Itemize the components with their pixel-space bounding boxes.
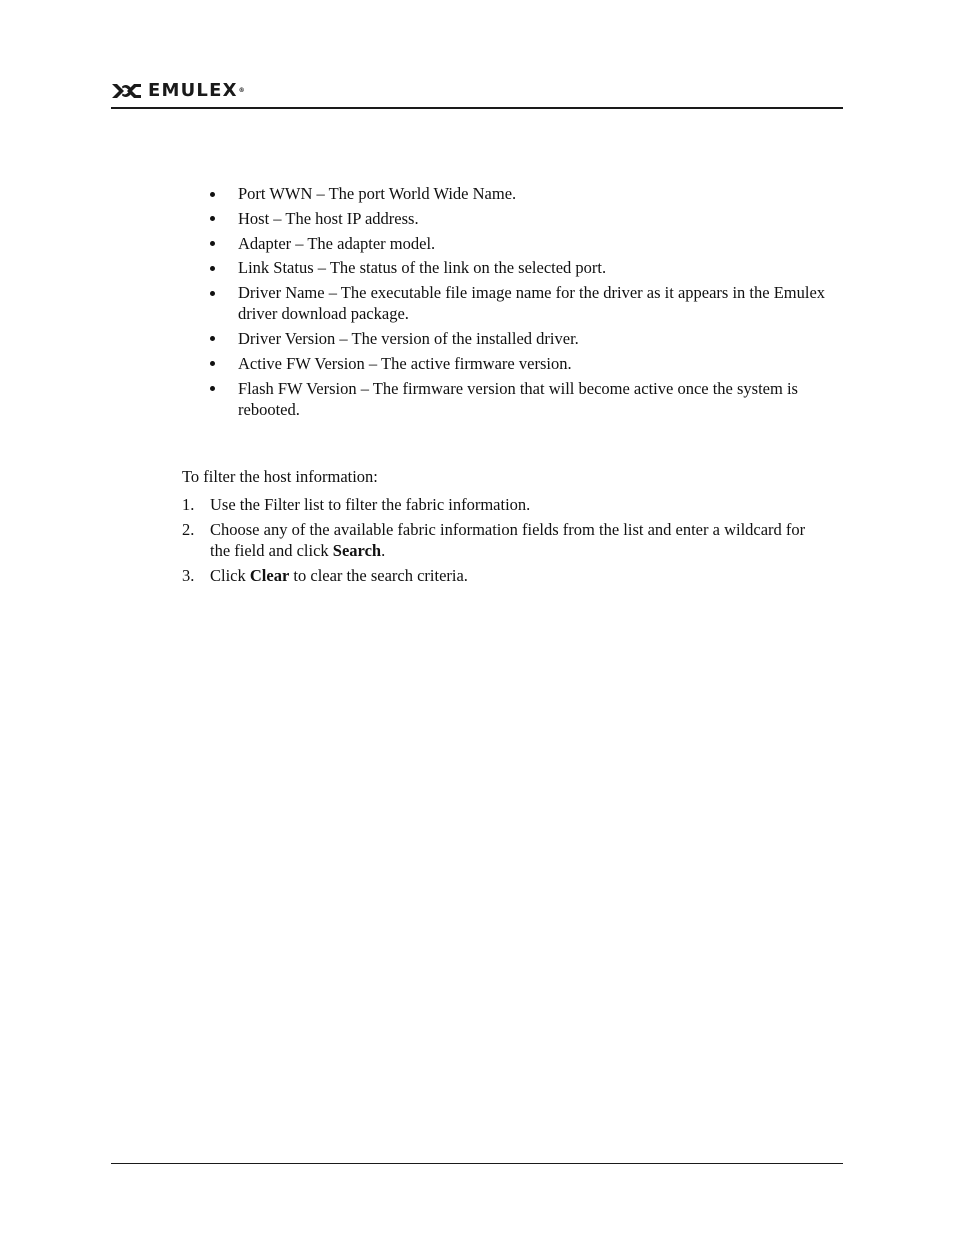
list-item-text: Host – The host IP address. xyxy=(238,208,419,228)
emulex-logo-mark-icon xyxy=(111,83,142,99)
list-item xyxy=(210,208,842,229)
step-number: 2. xyxy=(182,519,195,539)
list-item-text: Driver Version – The version of the installed driver. xyxy=(238,328,579,348)
clear-keyword: Clear xyxy=(249,565,290,585)
step-text: Choose any of the available fabric information fields from the list and enter a wildcard for the field and click xyxy=(210,519,806,560)
step-text: Click xyxy=(210,565,250,585)
step-item xyxy=(182,565,822,586)
list-item xyxy=(210,353,842,374)
list-item-text: Adapter – The adapter model. xyxy=(238,233,436,253)
step-text-end: . xyxy=(381,540,386,560)
bullet-icon xyxy=(210,361,215,366)
list-item xyxy=(210,257,842,278)
search-keyword: Search xyxy=(332,540,382,560)
list-item xyxy=(210,233,842,254)
step-number: 1. xyxy=(182,495,195,514)
list-item-text: Flash FW Version – The firmware version that will become active once the system is rebooted. xyxy=(238,378,798,419)
bullet-icon xyxy=(210,216,215,221)
list-item xyxy=(210,282,842,324)
field-description-list xyxy=(210,183,842,423)
step-item xyxy=(182,519,822,561)
trademark-symbol: ® xyxy=(238,87,246,94)
list-item xyxy=(210,378,842,420)
bullet-icon xyxy=(210,192,215,197)
step-item xyxy=(182,494,822,515)
bullet-icon xyxy=(210,241,215,246)
bullet-icon xyxy=(210,336,215,341)
bullet-icon xyxy=(210,291,215,296)
footer-rule xyxy=(111,1163,843,1164)
filter-intro: To filter the host information: xyxy=(182,467,378,486)
list-item-text: Port WWN – The port World Wide Name. xyxy=(238,184,517,203)
step-text-end: to clear the search criteria. xyxy=(289,565,468,585)
filter-steps xyxy=(182,494,822,589)
bullet-icon xyxy=(210,266,215,271)
list-item xyxy=(210,183,842,204)
list-item-text: Active FW Version – The active firmware version. xyxy=(238,353,572,373)
header-rule xyxy=(111,107,843,109)
emulex-logo xyxy=(111,81,246,101)
step-number: 3. xyxy=(182,565,195,585)
list-item xyxy=(210,328,842,349)
list-item-text: Link Status – The status of the link on the selected port. xyxy=(238,258,607,278)
list-item-text: Driver Name – The executable file image name for the driver as it appears in the Emulex driver download package. xyxy=(238,283,826,324)
step-text: Use the Filter list to filter the fabric information. xyxy=(210,495,531,514)
emulex-logo-text: EMULEX® xyxy=(148,80,246,101)
bullet-icon xyxy=(210,386,215,391)
